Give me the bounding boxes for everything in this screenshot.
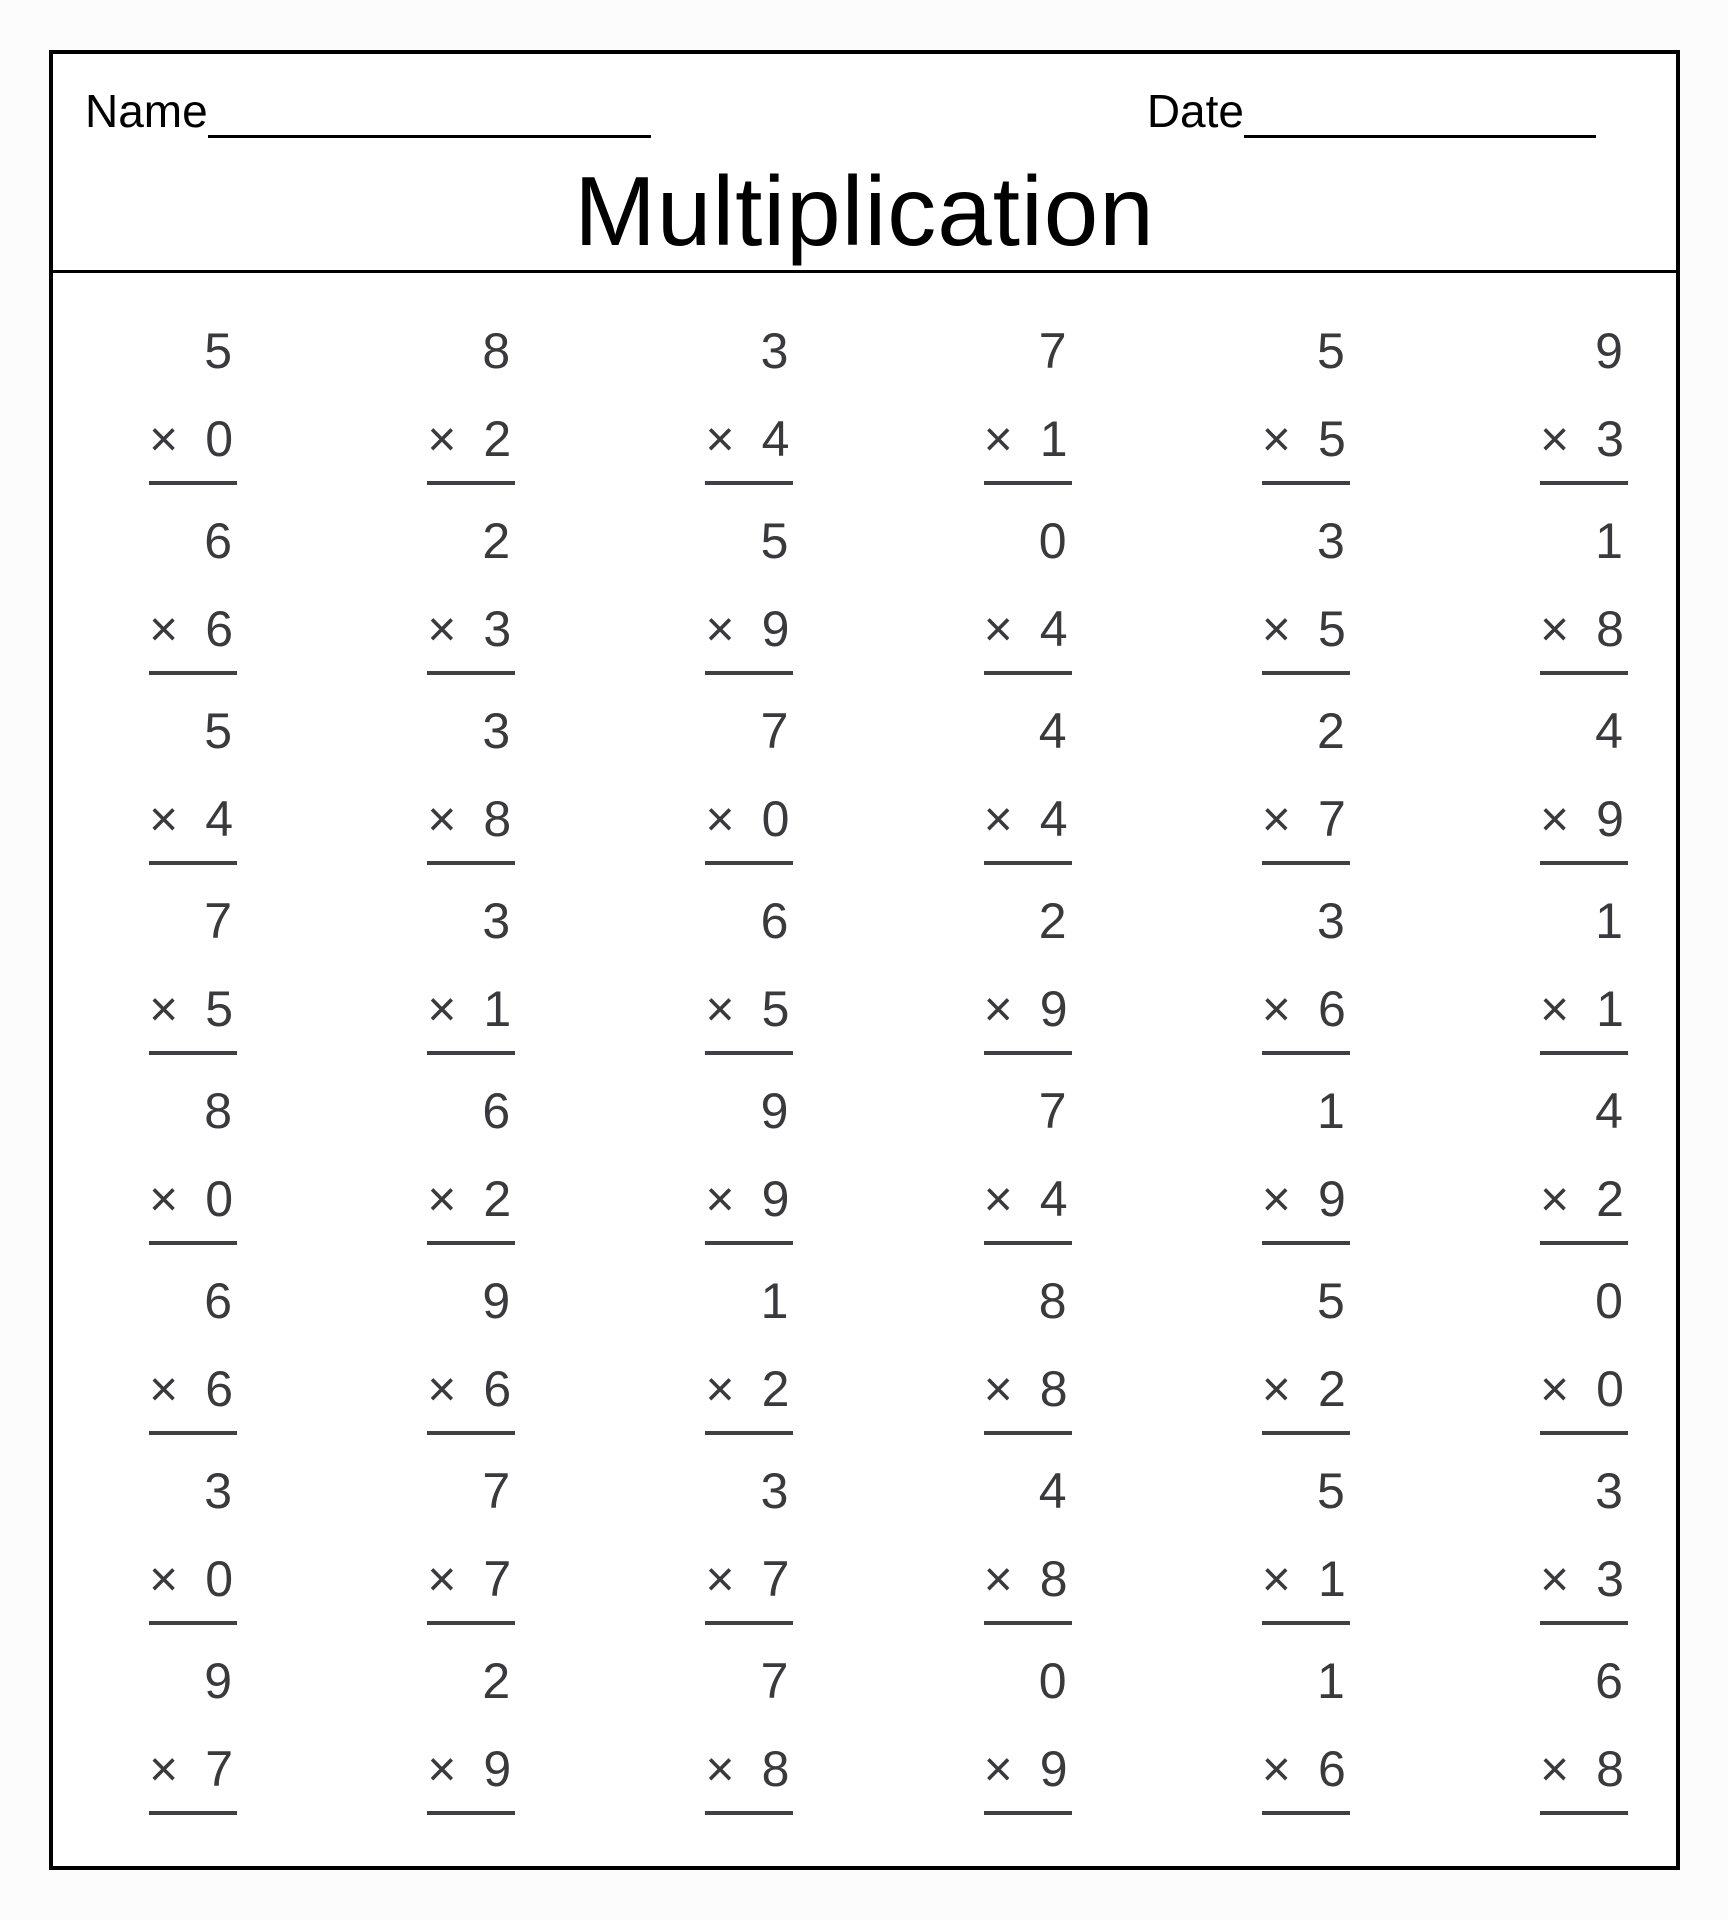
multiply-sign: × <box>705 1361 735 1417</box>
top-factor: 3 <box>1595 1463 1624 1519</box>
answer-line[interactable] <box>705 481 793 485</box>
bottom-factor: 4 <box>205 791 233 847</box>
bottom-factor: 2 <box>1317 1361 1346 1417</box>
bottom-factor-row <box>149 981 237 1037</box>
problem-r7-c5 <box>1262 1463 1350 1653</box>
top-factor: 5 <box>204 323 233 379</box>
problem-r1-c2 <box>427 323 515 513</box>
answer-line[interactable] <box>427 1241 515 1245</box>
bottom-factor: 5 <box>1317 601 1346 657</box>
answer-line[interactable] <box>1540 861 1628 865</box>
bottom-factor-row <box>1540 981 1628 1037</box>
bottom-factor: 5 <box>205 981 233 1037</box>
bottom-factor: 7 <box>483 1551 512 1607</box>
problem-r5-c1 <box>149 1083 237 1273</box>
bottom-factor-row <box>427 981 515 1037</box>
date-label: Date <box>1146 85 1244 137</box>
top-factor: 3 <box>760 323 790 379</box>
problem-r2-c5 <box>1262 513 1350 703</box>
answer-line[interactable] <box>705 1241 793 1245</box>
answer-line[interactable] <box>1262 1051 1350 1055</box>
bottom-factor: 0 <box>205 1171 233 1227</box>
date-blank-line[interactable] <box>1244 92 1596 138</box>
bottom-factor-row <box>427 411 515 467</box>
top-factor: 5 <box>1316 1273 1346 1329</box>
multiply-sign: × <box>1261 1551 1291 1607</box>
bottom-factor: 8 <box>1596 1741 1624 1797</box>
top-factor: 6 <box>482 1083 512 1139</box>
problem-r7-c2 <box>427 1463 515 1653</box>
multiply-sign: × <box>705 791 735 847</box>
answer-line[interactable] <box>427 1431 515 1435</box>
answer-line[interactable] <box>1540 671 1628 675</box>
top-factor: 1 <box>1316 1653 1346 1709</box>
problem-r2-c4 <box>984 513 1072 703</box>
multiply-sign: × <box>1539 791 1570 847</box>
date-field <box>1147 84 1596 138</box>
bottom-factor: 4 <box>1039 601 1068 657</box>
problem-r8-c1 <box>149 1653 237 1843</box>
multiply-sign: × <box>705 601 735 657</box>
problem-r2-c6 <box>1540 513 1628 703</box>
top-factor: 2 <box>1038 893 1068 949</box>
bottom-factor-row <box>984 411 1072 467</box>
problem-r6-c4 <box>984 1273 1072 1463</box>
problem-r2-c3 <box>705 513 793 703</box>
name-blank-line[interactable] <box>208 92 651 138</box>
multiply-sign: × <box>983 1361 1013 1417</box>
answer-line[interactable] <box>149 1051 237 1055</box>
bottom-factor-row <box>984 1361 1072 1417</box>
top-factor: 6 <box>1595 1653 1624 1709</box>
multiply-sign: × <box>1539 1741 1570 1797</box>
multiply-sign: × <box>149 1171 179 1227</box>
problem-r3-c3 <box>705 703 793 893</box>
answer-line[interactable] <box>984 1621 1072 1625</box>
bottom-factor-row <box>1262 601 1350 657</box>
top-factor: 3 <box>760 1463 790 1519</box>
bottom-factor-row <box>427 1361 515 1417</box>
multiply-sign: × <box>427 1741 457 1797</box>
multiply-sign: × <box>149 1361 179 1417</box>
bottom-factor: 9 <box>1317 1171 1346 1227</box>
problem-r8-c6 <box>1540 1653 1628 1843</box>
bottom-factor: 6 <box>1317 1741 1346 1797</box>
problem-r6-c1 <box>149 1273 237 1463</box>
top-factor: 3 <box>1316 893 1346 949</box>
bottom-factor-row <box>427 601 515 657</box>
problem-r1-c3 <box>705 323 793 513</box>
multiply-sign: × <box>1539 601 1570 657</box>
bottom-factor-row <box>1262 411 1350 467</box>
multiply-sign: × <box>149 791 179 847</box>
multiply-sign: × <box>149 981 179 1037</box>
bottom-factor-row <box>1540 411 1628 467</box>
bottom-factor: 6 <box>205 601 233 657</box>
bottom-factor-row <box>984 791 1072 847</box>
answer-line[interactable] <box>984 1811 1072 1815</box>
problem-r1-c6 <box>1540 323 1628 513</box>
multiply-sign: × <box>427 1361 457 1417</box>
top-factor: 7 <box>760 1653 790 1709</box>
answer-line[interactable] <box>1540 1811 1628 1815</box>
bottom-factor: 6 <box>205 1361 233 1417</box>
bottom-factor: 8 <box>1596 601 1624 657</box>
bottom-factor: 5 <box>761 981 790 1037</box>
bottom-factor-row <box>984 1171 1072 1227</box>
bottom-factor-row <box>149 1171 237 1227</box>
top-factor: 9 <box>1595 323 1624 379</box>
bottom-factor: 0 <box>205 1551 233 1607</box>
multiply-sign: × <box>427 601 457 657</box>
bottom-factor: 3 <box>1596 411 1624 467</box>
problem-r3-c2 <box>427 703 515 893</box>
top-factor: 2 <box>482 513 512 569</box>
problem-r7-c4 <box>984 1463 1072 1653</box>
worksheet-header <box>53 54 1676 273</box>
problem-r6-c2 <box>427 1273 515 1463</box>
bottom-factor-row <box>705 411 793 467</box>
answer-line[interactable] <box>984 1241 1072 1245</box>
top-factor: 0 <box>1038 1653 1068 1709</box>
bottom-factor: 2 <box>1596 1171 1624 1227</box>
answer-line[interactable] <box>705 671 793 675</box>
bottom-factor: 0 <box>761 791 790 847</box>
top-factor: 6 <box>204 513 233 569</box>
answer-line[interactable] <box>984 861 1072 865</box>
answer-line[interactable] <box>149 1811 237 1815</box>
bottom-factor: 9 <box>1039 981 1068 1037</box>
bottom-factor: 9 <box>761 1171 790 1227</box>
problem-r1-c5 <box>1262 323 1350 513</box>
answer-line[interactable] <box>1262 1811 1350 1815</box>
answer-line[interactable] <box>1540 481 1628 485</box>
top-factor: 5 <box>760 513 790 569</box>
top-factor: 1 <box>1595 893 1624 949</box>
multiply-sign: × <box>983 411 1013 467</box>
bottom-factor-row <box>1540 1551 1628 1607</box>
bottom-factor-row <box>149 1741 237 1797</box>
bottom-factor-row <box>1540 791 1628 847</box>
top-factor: 9 <box>482 1273 512 1329</box>
bottom-factor: 4 <box>1039 791 1068 847</box>
multiply-sign: × <box>983 1741 1013 1797</box>
problem-r5-c5 <box>1262 1083 1350 1273</box>
bottom-factor-row <box>427 1551 515 1607</box>
multiply-sign: × <box>705 981 735 1037</box>
bottom-factor: 3 <box>483 601 512 657</box>
top-factor: 7 <box>1038 323 1068 379</box>
top-factor: 8 <box>1038 1273 1068 1329</box>
multiply-sign: × <box>705 1551 735 1607</box>
bottom-factor: 6 <box>483 1361 512 1417</box>
bottom-factor: 9 <box>1039 1741 1068 1797</box>
bottom-factor-row <box>705 981 793 1037</box>
answer-line[interactable] <box>984 481 1072 485</box>
name-date-row <box>53 80 1676 138</box>
top-factor: 2 <box>482 1653 512 1709</box>
bottom-factor: 1 <box>1596 981 1624 1037</box>
problem-r4-c1 <box>149 893 237 1083</box>
problem-r6-c3 <box>705 1273 793 1463</box>
multiply-sign: × <box>705 1741 735 1797</box>
top-factor: 1 <box>1595 513 1624 569</box>
top-factor: 0 <box>1595 1273 1624 1329</box>
bottom-factor-row <box>427 1171 515 1227</box>
problem-r4-c6 <box>1540 893 1628 1083</box>
bottom-factor: 4 <box>1039 1171 1068 1227</box>
page-title: Multiplication <box>574 156 1155 266</box>
bottom-factor: 7 <box>761 1551 790 1607</box>
top-factor: 4 <box>1595 703 1624 759</box>
problem-r3-c6 <box>1540 703 1628 893</box>
problem-r5-c4 <box>984 1083 1072 1273</box>
bottom-factor-row <box>705 1551 793 1607</box>
answer-line[interactable] <box>427 1811 515 1815</box>
answer-line[interactable] <box>984 1431 1072 1435</box>
multiply-sign: × <box>705 1171 735 1227</box>
worksheet-page <box>49 50 1680 1870</box>
problem-r2-c2 <box>427 513 515 703</box>
answer-line[interactable] <box>427 1051 515 1055</box>
answer-line[interactable] <box>149 1241 237 1245</box>
answer-line[interactable] <box>427 481 515 485</box>
bottom-factor-row <box>705 1741 793 1797</box>
problem-r7-c3 <box>705 1463 793 1653</box>
bottom-factor-row <box>1262 1361 1350 1417</box>
multiply-sign: × <box>983 601 1013 657</box>
top-factor: 8 <box>482 323 512 379</box>
name-label: Name <box>85 85 208 137</box>
answer-line[interactable] <box>705 1051 793 1055</box>
multiply-sign: × <box>1261 981 1291 1037</box>
top-factor: 6 <box>204 1273 233 1329</box>
bottom-factor-row <box>149 791 237 847</box>
bottom-factor: 8 <box>1039 1361 1068 1417</box>
answer-line[interactable] <box>1262 1431 1350 1435</box>
multiply-sign: × <box>1539 1361 1570 1417</box>
bottom-factor: 1 <box>1039 411 1068 467</box>
bottom-factor-row <box>705 601 793 657</box>
bottom-factor: 7 <box>1317 791 1346 847</box>
answer-line[interactable] <box>705 1431 793 1435</box>
multiply-sign: × <box>1539 1551 1570 1607</box>
multiply-sign: × <box>427 791 457 847</box>
bottom-factor: 9 <box>761 601 790 657</box>
problem-r5-c2 <box>427 1083 515 1273</box>
problem-r3-c4 <box>984 703 1072 893</box>
top-factor: 4 <box>1038 703 1068 759</box>
problem-r2-c1 <box>149 513 237 703</box>
multiply-sign: × <box>1261 1171 1291 1227</box>
bottom-factor-row <box>705 791 793 847</box>
multiply-sign: × <box>1261 601 1291 657</box>
top-factor: 0 <box>1038 513 1068 569</box>
top-factor: 1 <box>1316 1083 1346 1139</box>
top-factor: 3 <box>482 893 512 949</box>
answer-line[interactable] <box>1262 1621 1350 1625</box>
top-factor: 5 <box>1316 323 1346 379</box>
multiply-sign: × <box>149 411 179 467</box>
bottom-factor: 2 <box>761 1361 790 1417</box>
bottom-factor-row <box>705 1361 793 1417</box>
multiply-sign: × <box>149 601 179 657</box>
top-factor: 7 <box>1038 1083 1068 1139</box>
multiply-sign: × <box>427 1551 457 1607</box>
bottom-factor-row <box>1540 1361 1628 1417</box>
problem-r4-c5 <box>1262 893 1350 1083</box>
problem-r5-c6 <box>1540 1083 1628 1273</box>
multiply-sign: × <box>983 1171 1013 1227</box>
top-factor: 9 <box>204 1653 233 1709</box>
problem-r8-c5 <box>1262 1653 1350 1843</box>
top-factor: 1 <box>760 1273 790 1329</box>
bottom-factor-row <box>1262 981 1350 1037</box>
bottom-factor-row <box>1540 1171 1628 1227</box>
problem-r7-c1 <box>149 1463 237 1653</box>
bottom-factor-row <box>1262 1551 1350 1607</box>
top-factor: 5 <box>204 703 233 759</box>
multiply-sign: × <box>427 1171 457 1227</box>
problem-r1-c1 <box>149 323 237 513</box>
multiply-sign: × <box>427 411 457 467</box>
top-factor: 7 <box>482 1463 512 1519</box>
problem-r4-c2 <box>427 893 515 1083</box>
multiply-sign: × <box>149 1551 179 1607</box>
problem-r4-c3 <box>705 893 793 1083</box>
bottom-factor: 7 <box>205 1741 233 1797</box>
bottom-factor-row <box>149 1551 237 1607</box>
problem-r5-c3 <box>705 1083 793 1273</box>
problem-r7-c6 <box>1540 1463 1628 1653</box>
top-factor: 9 <box>760 1083 790 1139</box>
multiply-sign: × <box>705 411 735 467</box>
top-factor: 2 <box>1316 703 1346 759</box>
bottom-factor-row <box>1262 791 1350 847</box>
multiply-sign: × <box>1539 1171 1570 1227</box>
top-factor: 3 <box>482 703 512 759</box>
answer-line[interactable] <box>705 861 793 865</box>
multiply-sign: × <box>983 981 1013 1037</box>
answer-line[interactable] <box>1540 1241 1628 1245</box>
bottom-factor: 8 <box>761 1741 790 1797</box>
bottom-factor: 1 <box>483 981 512 1037</box>
bottom-factor: 8 <box>1039 1551 1068 1607</box>
answer-line[interactable] <box>705 1621 793 1625</box>
bottom-factor: 2 <box>483 411 512 467</box>
bottom-factor: 2 <box>483 1171 512 1227</box>
multiply-sign: × <box>1539 411 1570 467</box>
top-factor: 4 <box>1595 1083 1624 1139</box>
bottom-factor: 3 <box>1596 1551 1624 1607</box>
bottom-factor: 5 <box>1317 411 1346 467</box>
answer-line[interactable] <box>149 1621 237 1625</box>
problem-r8-c2 <box>427 1653 515 1843</box>
top-factor: 3 <box>204 1463 233 1519</box>
answer-line[interactable] <box>1540 1051 1628 1055</box>
answer-line[interactable] <box>984 1051 1072 1055</box>
answer-line[interactable] <box>705 1811 793 1815</box>
multiply-sign: × <box>1261 1361 1291 1417</box>
top-factor: 6 <box>760 893 790 949</box>
bottom-factor-row <box>1540 1741 1628 1797</box>
answer-line[interactable] <box>1540 1431 1628 1435</box>
problems-grid <box>53 273 1676 1843</box>
bottom-factor-row <box>1540 601 1628 657</box>
problem-r8-c3 <box>705 1653 793 1843</box>
bottom-factor-row <box>984 1741 1072 1797</box>
answer-line[interactable] <box>427 1621 515 1625</box>
multiply-sign: × <box>1261 791 1291 847</box>
answer-line[interactable] <box>427 861 515 865</box>
answer-line[interactable] <box>1540 1621 1628 1625</box>
bottom-factor: 9 <box>483 1741 512 1797</box>
problem-r6-c6 <box>1540 1273 1628 1463</box>
multiply-sign: × <box>1261 1741 1291 1797</box>
answer-line[interactable] <box>149 1431 237 1435</box>
answer-line[interactable] <box>149 671 237 675</box>
answer-line[interactable] <box>149 861 237 865</box>
top-factor: 4 <box>1038 1463 1068 1519</box>
bottom-factor-row <box>427 1741 515 1797</box>
multiply-sign: × <box>149 1741 179 1797</box>
bottom-factor: 4 <box>761 411 790 467</box>
bottom-factor-row <box>149 411 237 467</box>
multiply-sign: × <box>983 791 1013 847</box>
answer-line[interactable] <box>1262 1241 1350 1245</box>
bottom-factor-row <box>984 981 1072 1037</box>
name-field <box>85 84 651 138</box>
bottom-factor: 8 <box>483 791 512 847</box>
bottom-factor: 6 <box>1317 981 1346 1037</box>
problem-r1-c4 <box>984 323 1072 513</box>
multiply-sign: × <box>427 981 457 1037</box>
problem-r3-c1 <box>149 703 237 893</box>
bottom-factor-row <box>427 791 515 847</box>
bottom-factor-row <box>705 1171 793 1227</box>
answer-line[interactable] <box>1262 861 1350 865</box>
top-factor: 7 <box>760 703 790 759</box>
problem-r6-c5 <box>1262 1273 1350 1463</box>
bottom-factor: 1 <box>1317 1551 1346 1607</box>
problem-r8-c4 <box>984 1653 1072 1843</box>
problem-r4-c4 <box>984 893 1072 1083</box>
bottom-factor-row <box>984 601 1072 657</box>
answer-line[interactable] <box>427 671 515 675</box>
multiply-sign: × <box>1261 411 1291 467</box>
answer-line[interactable] <box>984 671 1072 675</box>
top-factor: 5 <box>1316 1463 1346 1519</box>
problem-r3-c5 <box>1262 703 1350 893</box>
bottom-factor: 9 <box>1596 791 1624 847</box>
bottom-factor-row <box>1262 1741 1350 1797</box>
top-factor: 8 <box>204 1083 233 1139</box>
answer-line[interactable] <box>149 481 237 485</box>
bottom-factor-row <box>1262 1171 1350 1227</box>
multiply-sign: × <box>1539 981 1570 1037</box>
bottom-factor-row <box>149 601 237 657</box>
bottom-factor: 0 <box>205 411 233 467</box>
bottom-factor-row <box>149 1361 237 1417</box>
bottom-factor-row <box>984 1551 1072 1607</box>
top-factor: 3 <box>1316 513 1346 569</box>
bottom-factor: 0 <box>1596 1361 1624 1417</box>
top-factor: 7 <box>204 893 233 949</box>
answer-line[interactable] <box>1262 671 1350 675</box>
answer-line[interactable] <box>1262 481 1350 485</box>
multiply-sign: × <box>983 1551 1013 1607</box>
